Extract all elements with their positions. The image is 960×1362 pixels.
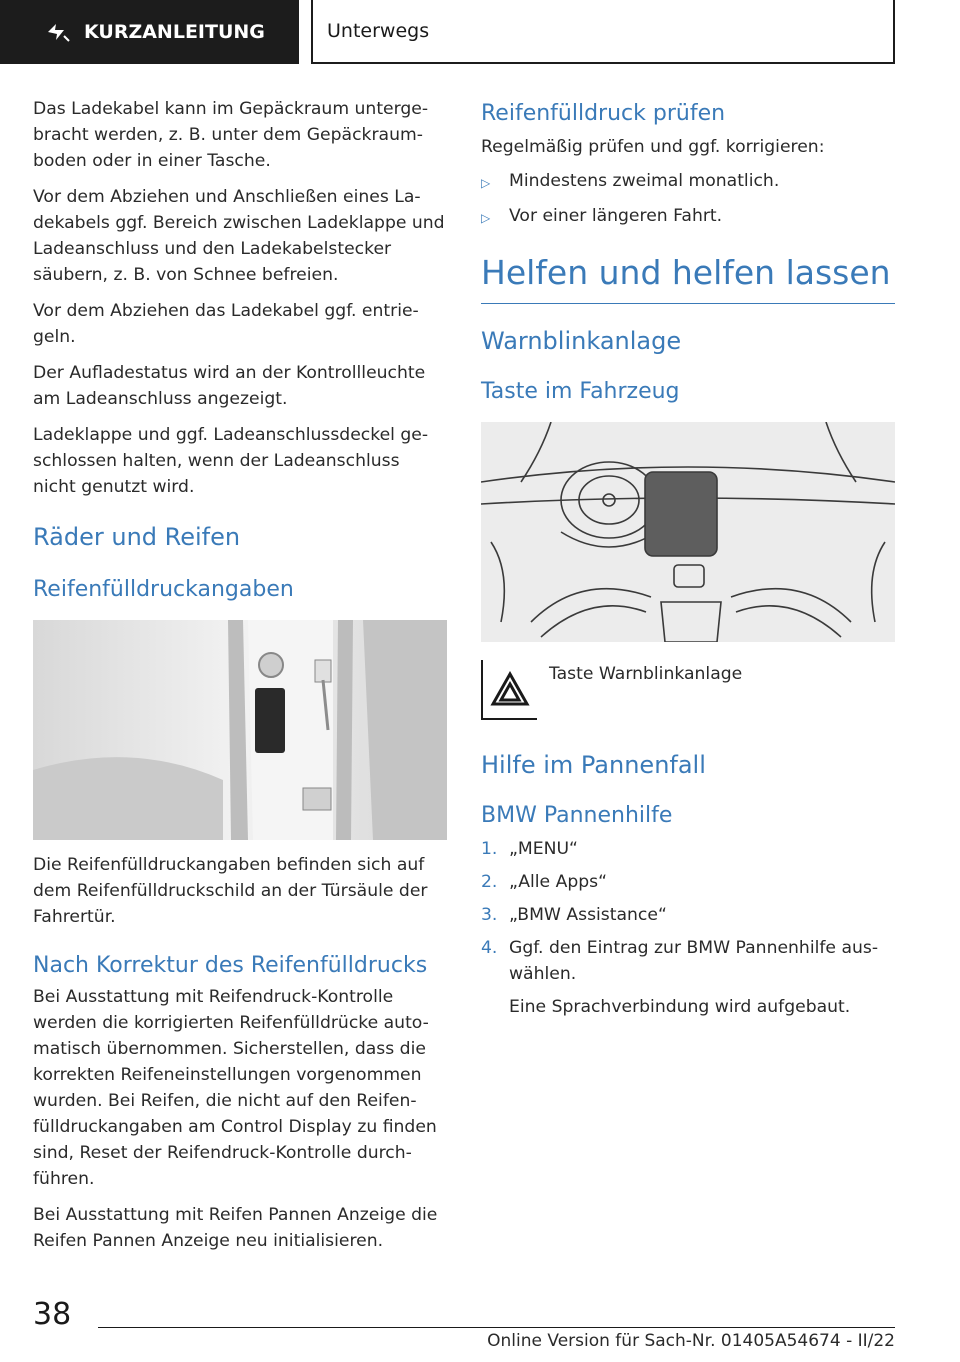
section-label: KURZANLEITUNG: [84, 21, 265, 43]
right-column: [481, 96, 895, 1030]
cockpit-image: [481, 422, 895, 642]
hazard-warning-icon: [490, 671, 530, 707]
step-item: [481, 869, 895, 895]
step-number: 4.: [481, 938, 498, 958]
step-item: [481, 902, 895, 928]
step-text: „Alle Apps“: [509, 872, 608, 892]
check-list: [481, 168, 895, 231]
heading-reifenfuelldruckangaben: Reifenfülldruckangaben: [33, 577, 294, 602]
chapter-label: Unterwegs: [327, 20, 430, 42]
section-tab[interactable]: [0, 0, 299, 64]
step-text: „MENU“: [509, 839, 578, 859]
heading-bmw-pannenhilfe: BMW Pannenhilfe: [481, 803, 673, 828]
heading-taste-im-fahrzeug: Taste im Fahrzeug: [481, 379, 680, 404]
header-bar: [0, 0, 960, 66]
step-text: „BMW Assistance“: [509, 905, 667, 925]
list-item-text: Mindestens zweimal monatlich.: [509, 171, 780, 191]
triangle-bullet-icon: ▷: [481, 211, 491, 225]
paragraph: Bei Ausstattung mit Reifen Pannen Anzeige die Reifen Pannen Anzeige neu initialisieren.: [33, 1205, 438, 1251]
heading-helfen: Helfen und helfen lassen: [481, 253, 891, 292]
paragraph: Regelmäßig prüfen und ggf. korrigieren:: [481, 137, 825, 157]
heading-warnblinkanlage: Warnblinkanlage: [481, 327, 682, 355]
step-item: [481, 935, 895, 987]
step-number: 2.: [481, 872, 498, 892]
heading-hilfe-im-pannenfall: Hilfe im Pannenfall: [481, 751, 706, 779]
paragraph: Vor dem Abziehen das Ladekabel ggf. entrie-geln.: [33, 301, 419, 347]
step-result: Eine Sprachverbindung wird aufgebaut.: [509, 997, 851, 1017]
steps-list: [481, 836, 895, 987]
online-version-note: Online Version für Sach-Nr. 01405A54674 - II/22: [487, 1331, 895, 1351]
paragraph: Vor dem Abziehen und Anschließen eines La-dekabels ggf. Bereich zwischen Ladeklappe und Ladeanschluss und den Ladekabelstecker säubern, z. B. von Schnee befreien.: [33, 187, 445, 285]
footer-rule: [98, 1327, 895, 1328]
quick-guide-icon: [44, 20, 72, 44]
paragraph: Das Ladekabel kann im Gepäckraum unterge-bracht werden, z. B. unter dem Gepäckraum-boden oder in einer Tasche.: [33, 99, 429, 171]
list-item: [481, 168, 895, 196]
page-number: 38: [33, 1297, 72, 1332]
list-item: [481, 203, 895, 231]
step-number: 1.: [481, 839, 498, 859]
hazard-button-icon-box: [481, 660, 537, 720]
heading-nach-korrektur: Nach Korrektur des Reifenfülldrucks: [33, 953, 428, 978]
heading-rule: [481, 303, 895, 304]
paragraph: Ladeklappe und ggf. Ladeanschlussdeckel ge-schlossen halten, wenn der Ladeanschluss nicht genutzt wird.: [33, 425, 429, 497]
paragraph: Bei Ausstattung mit Reifendruck-Kontrolle werden die korrigierten Reifenfülldrücke auto-matisch übernommen. Sicherstellen, dass die korrekten Reifeneinstellungen vorgenommen wurden. Bei Reifen, die nicht auf den Reifen-fülldruckangaben am Control Display zu finden sind, Reset der Reifendruck-Kontrolle durch-führen.: [33, 987, 437, 1189]
triangle-bullet-icon: ▷: [481, 176, 491, 190]
heading-raeder-reifen: Räder und Reifen: [33, 523, 241, 551]
step-item: [481, 836, 895, 862]
paragraph: Der Aufladestatus wird an der Kontrollleuchte am Ladeanschluss angezeigt.: [33, 363, 426, 409]
left-column: [33, 96, 447, 1264]
list-item-text: Vor einer längeren Fahrt.: [509, 206, 723, 226]
paragraph: Die Reifenfülldruckangaben befinden sich auf dem Reifenfülldruckschild an der Türsäule der Fahrertür.: [33, 855, 428, 927]
door-pillar-image: [33, 620, 447, 840]
step-number: 3.: [481, 905, 498, 925]
icon-caption: Taste Warnblinkanlage: [549, 664, 743, 684]
chapter-tab[interactable]: [311, 0, 895, 64]
step-text: Ggf. den Eintrag zur BMW Pannenhilfe aus-wählen.: [509, 938, 879, 984]
heading-reifenfuelldruck-pruefen: Reifenfülldruck prüfen: [481, 101, 726, 126]
icon-legend: [481, 660, 895, 720]
